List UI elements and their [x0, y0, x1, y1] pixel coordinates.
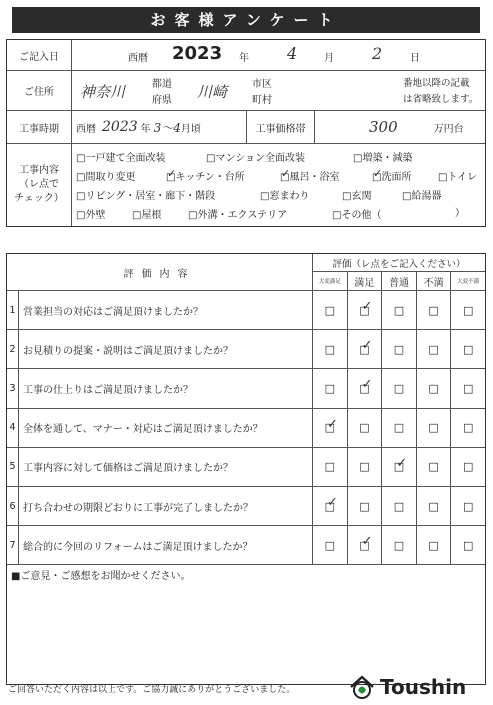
- question-row: [7, 448, 485, 487]
- answer-checkbox-dissatisfied[interactable]: □: [417, 487, 452, 525]
- answer-checkbox-very-dissatisfied[interactable]: □: [462, 303, 474, 317]
- period-label: 工事時期: [7, 111, 72, 143]
- question-number: 7: [7, 526, 19, 564]
- logo-text: Toushin: [380, 675, 467, 699]
- work-option-entrance[interactable]: □玄関: [342, 191, 372, 202]
- question-text: お見積りの提案・説明はご満足頂けましたか？: [19, 330, 313, 368]
- period-months-unit: 月頃: [180, 123, 201, 135]
- answer-checkbox-satisfied[interactable]: □ ✓: [348, 330, 383, 368]
- price-unit: 万円台: [433, 123, 464, 135]
- answer-checkbox-normal[interactable]: □ ✓: [382, 448, 417, 486]
- work-option-washroom[interactable]: □ ✓洗面所: [372, 168, 436, 183]
- evaluation-header-left: 評価内容: [7, 254, 313, 290]
- work-option-extension[interactable]: □増築・減築: [353, 153, 413, 164]
- answer-boxes: [313, 330, 485, 368]
- work-options-row-1: [76, 147, 485, 166]
- answer-checkbox-very-dissatisfied[interactable]: □: [462, 381, 474, 395]
- answer-checkbox-very-satisfied[interactable]: □: [313, 369, 348, 407]
- work-options: [72, 144, 485, 226]
- question-text: 営業担当の対応はご満足頂けましたか？: [19, 291, 313, 329]
- work-row: [7, 144, 485, 226]
- answer-checkbox-dissatisfied[interactable]: □: [417, 409, 452, 447]
- work-option-toilet[interactable]: □トイレ: [438, 172, 477, 183]
- answer-checkbox-very-satisfied[interactable]: □: [313, 291, 348, 329]
- question-row: [7, 330, 485, 369]
- answer-boxes: [313, 369, 485, 407]
- answer-boxes: [313, 448, 485, 486]
- column-dissatisfied: 不満: [417, 272, 452, 290]
- address-city: 川崎: [197, 83, 228, 101]
- date-day: 2: [372, 44, 383, 63]
- work-option-exterior[interactable]: □外溝・エクステリア: [188, 210, 288, 221]
- question-text: 総合的に今回のリフォームはご満足頂けましたか？: [19, 526, 313, 564]
- footer-text: ご回答いただく内容は以上です。ご協力誠にありがとうございました。: [8, 685, 296, 695]
- answer-checkbox-satisfied[interactable]: □: [348, 487, 383, 525]
- column-very-dissatisfied: 大変不満: [457, 279, 480, 285]
- work-label-line3: チェック）: [14, 193, 64, 204]
- date-era: 西暦: [128, 53, 148, 64]
- work-option-windows[interactable]: □窓まわり: [260, 191, 310, 202]
- address-pref-kind-top: 都道: [152, 79, 172, 90]
- work-option-layout[interactable]: □間取り変更: [76, 172, 136, 183]
- checked-mark-icon: □ ✓: [280, 172, 289, 183]
- question-row: [7, 487, 485, 526]
- address-prefecture: 神奈川: [80, 83, 126, 101]
- answer-checkbox-very-satisfied[interactable]: □: [313, 526, 348, 564]
- question-text: 打ち合わせの期限どおりに工事が完了しましたか？: [19, 487, 313, 525]
- answer-checkbox-satisfied[interactable]: □ ✓: [348, 291, 383, 329]
- answer-boxes: [313, 526, 485, 564]
- work-option-living[interactable]: □リビング・居室・廊下・階段: [76, 191, 216, 202]
- answer-checkbox-satisfied[interactable]: □ ✓: [348, 526, 383, 564]
- question-number: 6: [7, 487, 19, 525]
- answer-checkbox-normal[interactable]: □: [382, 369, 417, 407]
- address-city-kind-bottom: 町村: [252, 95, 272, 106]
- answer-checkbox-satisfied[interactable]: □: [348, 448, 383, 486]
- company-logo: [348, 674, 466, 700]
- answer-checkbox-very-satisfied[interactable]: □ ✓: [313, 487, 348, 525]
- answer-checkbox-very-dissatisfied[interactable]: □: [462, 342, 474, 356]
- address-city-kind-top: 市区: [252, 79, 272, 90]
- period-months: 3〜4: [153, 120, 181, 135]
- column-very-satisfied: 大変満足: [313, 272, 348, 290]
- address-row: [7, 71, 485, 111]
- work-label-line1: 工事内容: [19, 165, 59, 176]
- answer-checkbox-normal[interactable]: □: [382, 487, 417, 525]
- answer-checkbox-dissatisfied[interactable]: □: [417, 330, 452, 368]
- date-day-unit: 日: [410, 53, 420, 64]
- date-row: [7, 40, 485, 71]
- question-number: 5: [7, 448, 19, 486]
- answer-checkbox-normal[interactable]: □: [382, 409, 417, 447]
- question-number: 2: [7, 330, 19, 368]
- period-year-unit: 年: [140, 123, 151, 135]
- answer-checkbox-very-dissatisfied[interactable]: □: [462, 538, 474, 552]
- address-label: ご住所: [7, 71, 72, 110]
- answer-checkbox-satisfied[interactable]: □: [348, 409, 383, 447]
- work-options-row-2: [76, 166, 485, 185]
- question-row: [7, 369, 485, 408]
- period-era: 西暦: [76, 123, 96, 135]
- checked-mark-icon: □ ✓: [166, 172, 175, 183]
- work-options-row-4: [76, 204, 485, 223]
- answer-checkbox-normal[interactable]: □: [382, 526, 417, 564]
- question-number: 3: [7, 369, 19, 407]
- column-satisfied: 満足: [348, 272, 383, 290]
- question-row: [7, 526, 485, 565]
- answer-checkbox-dissatisfied[interactable]: □: [417, 291, 452, 329]
- price-label: 工事価格帯: [247, 111, 315, 143]
- question-number: 1: [7, 291, 19, 329]
- house-logo-icon: [348, 674, 376, 700]
- work-option-kitchen[interactable]: □ ✓キッチン・台所: [166, 168, 278, 183]
- answer-checkbox-dissatisfied[interactable]: □: [417, 369, 452, 407]
- work-option-full-house[interactable]: □一戸建て全面改装: [76, 153, 166, 164]
- answer-checkbox-very-dissatisfied[interactable]: □: [462, 499, 474, 513]
- answer-checkbox-very-dissatisfied[interactable]: □: [462, 421, 474, 435]
- address-note-line1: 番地以降の記載: [403, 78, 470, 89]
- evaluation-header: [7, 254, 485, 291]
- answer-checkbox-very-satisfied[interactable]: □ ✓: [313, 409, 348, 447]
- date-month: 4: [287, 44, 298, 63]
- address-note-line2: は省略致します。: [403, 94, 479, 105]
- answer-checkbox-very-dissatisfied[interactable]: □: [462, 460, 474, 474]
- checked-mark-icon: □ ✓: [372, 172, 381, 183]
- answer-checkbox-satisfied[interactable]: □ ✓: [348, 369, 383, 407]
- address-pref-kind-bottom: 府県: [152, 95, 172, 106]
- question-row: [7, 291, 485, 330]
- date-year-unit: 年: [239, 53, 249, 64]
- evaluation-columns: [313, 272, 485, 290]
- price-value: 300: [369, 118, 398, 136]
- period-row: [7, 111, 485, 144]
- work-label-line2: （レ点で: [19, 179, 59, 190]
- work-option-roof[interactable]: □屋根: [132, 210, 162, 221]
- answer-boxes: [313, 487, 485, 525]
- date-label: ご記入日: [7, 40, 72, 70]
- question-list: [7, 291, 485, 565]
- answer-checkbox-normal[interactable]: □: [382, 330, 417, 368]
- work-option-bath[interactable]: □ ✓風呂・浴室: [280, 168, 370, 183]
- evaluation-table: [6, 253, 486, 685]
- work-option-other-close: ）: [455, 208, 465, 219]
- page-title: お客様アンケート: [12, 7, 480, 33]
- answer-boxes: [313, 409, 485, 447]
- question-row: [7, 409, 485, 448]
- date-month-unit: 月: [324, 53, 334, 64]
- answer-checkbox-dissatisfied[interactable]: □: [417, 448, 452, 486]
- question-text: 全体を通して、マナー・対応はご満足頂けましたか？: [19, 409, 313, 447]
- work-options-row-3: [76, 185, 485, 204]
- period-year: 2023: [102, 119, 138, 135]
- answer-checkbox-very-satisfied[interactable]: □: [313, 448, 348, 486]
- work-option-other[interactable]: □その他（: [332, 210, 382, 221]
- question-text: 工事内容に対して価格はご満足頂けましたか？: [19, 448, 313, 486]
- answer-checkbox-dissatisfied[interactable]: □: [417, 526, 452, 564]
- evaluation-header-right: 評価（レ点をご記入ください）: [313, 254, 485, 272]
- answer-checkbox-very-satisfied[interactable]: □: [313, 330, 348, 368]
- answer-boxes: [313, 291, 485, 329]
- customer-info-table: [6, 39, 486, 227]
- question-text: 工事の仕上りはご満足頂けましたか？: [19, 369, 313, 407]
- work-option-exterior-wall[interactable]: □外壁: [76, 210, 106, 221]
- question-number: 4: [7, 409, 19, 447]
- work-option-water-heater[interactable]: □給湯器: [402, 191, 442, 202]
- comment-label: ■ご意見・ご感想をお聞かせください。: [11, 571, 191, 583]
- date-year: 2023: [172, 43, 223, 64]
- answer-checkbox-normal[interactable]: □: [382, 291, 417, 329]
- column-normal: 普通: [382, 272, 417, 290]
- work-option-full-mansion[interactable]: □マンション全面改装: [206, 153, 306, 164]
